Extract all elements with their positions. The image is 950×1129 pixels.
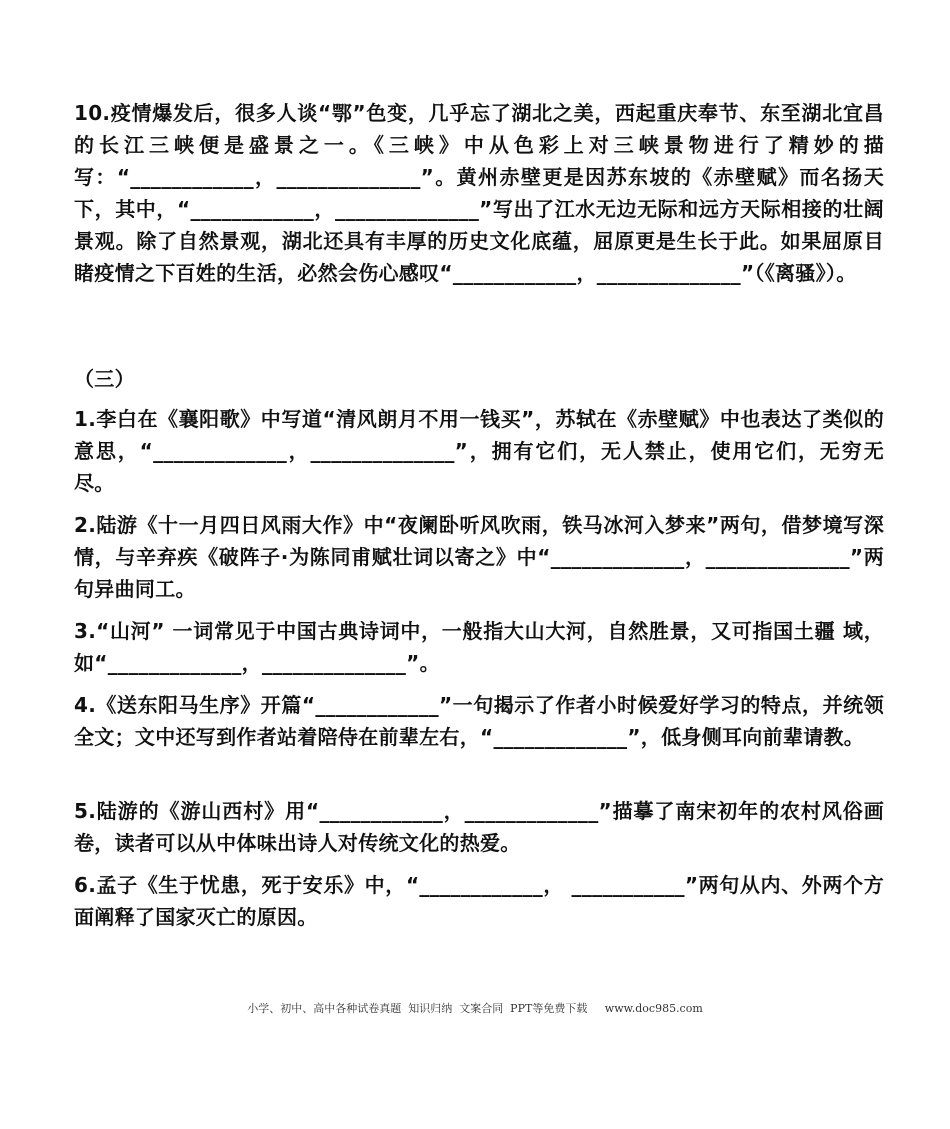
section-heading: （三） bbox=[74, 367, 135, 391]
question-3: 3.“山河” 一词常见于中国古典诗词中，一般指大山大河，自然胜景，又可指国土疆 域，如“_____________，______________”。 bbox=[74, 619, 884, 675]
question-5: 5.陆游的《游山西村》用“____________，_____________”描摹了南宋初年的农村风俗画卷，读者可以从中体味出诗人对传统文化的热爱。 bbox=[74, 799, 884, 855]
question-1: 1.李白在《襄阳歌》中写道“清风朗月不用一钱买”，苏轼在《赤壁赋》中也表达了类似的意思，“_____________，______________”，拥有它们，无人禁止，使用它们，无穷无尽。 bbox=[74, 407, 884, 495]
question-10: 10.疫情爆发后，很多人谈“鄂”色变，几乎忘了湖北之美，西起重庆奉节、东至湖北宜昌的长江三峡便是盛景之一。《三峡》中从色彩上对三峡景物进行了精妙的描写：“____________，______________”。黄州赤壁更是因苏东坡的《赤壁赋》而名扬天下，其中，“____________，______________”写出了江水无边无际和远方天际相接的壮阔景观。除了自然景观，湖北还具有丰厚的历史文化底蕴，屈原更是生长于此。如果屈原目睹疫情之下百姓的生活，必然会伤心感叹“____________，______________”（《离骚》）。 bbox=[74, 101, 884, 285]
page-footer: 小学、初中、高中各种试卷真题 知识归纳 文案合同 PPT等免费下载 www.doc985.com bbox=[247, 1002, 703, 1015]
question-6: 6.孟子《生于忧患，死于安乐》中，“____________， ___________”两句从内、外两个方面阐释了国家灭亡的原因。 bbox=[74, 873, 884, 929]
question-4: 4.《送东阳马生序》开篇“____________”一句揭示了作者小时候爱好学习的特点，并统领全文；文中还写到作者站着陪侍在前辈左右，“_____________”，低身侧耳向前辈请教。 bbox=[74, 693, 884, 749]
question-2: 2.陆游《十一月四日风雨大作》中“夜阑卧听风吹雨，铁马冰河入梦来”两句，借梦境写深情，与辛弃疾《破阵子·为陈同甫赋壮词以寄之》中“_____________，______________”两句异曲同工。 bbox=[74, 513, 884, 601]
